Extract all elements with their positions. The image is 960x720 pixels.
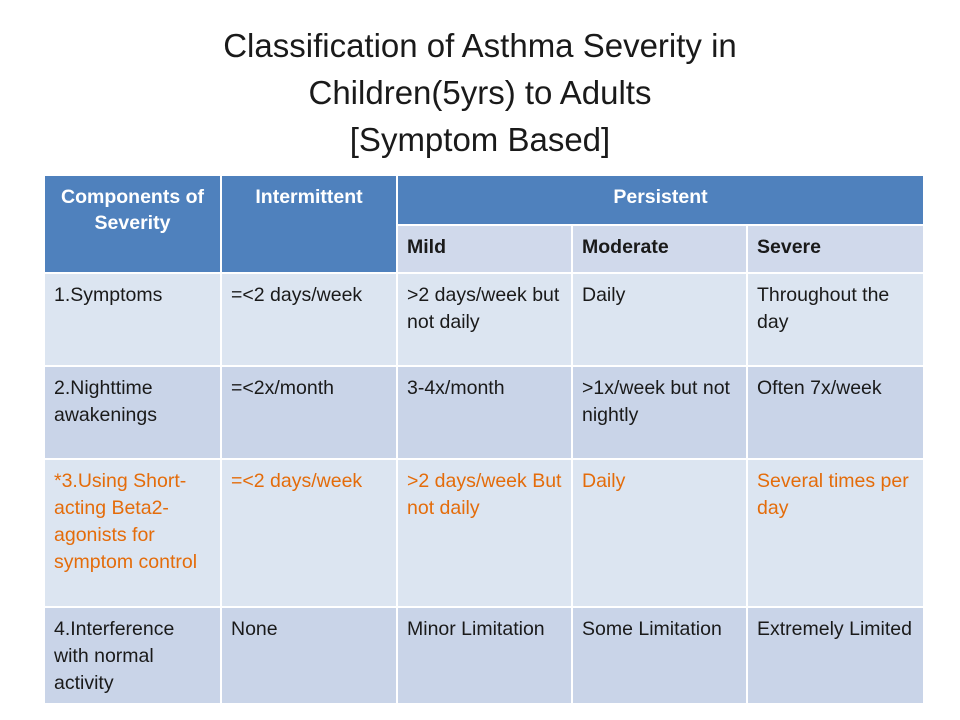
row-intermittent: None [222, 608, 398, 705]
row-component: 4.Interference with normal activity [45, 608, 222, 705]
row-severe: Throughout the day [748, 274, 923, 367]
table-row [45, 367, 923, 460]
row-component: 1.Symptoms [45, 274, 222, 367]
header-intermittent: Intermittent [222, 176, 398, 274]
title-line-1: Classification of Asthma Severity in [223, 27, 737, 64]
page-title [0, 22, 960, 163]
header-mild: Mild [398, 226, 573, 274]
title-line-3: [Symptom Based] [349, 121, 611, 158]
row-mild: Minor Limitation [398, 608, 573, 705]
row-component: *3.Using Short-acting Beta2-agonists for symptom control [45, 460, 222, 608]
row-severe: Extremely Limited [748, 608, 923, 705]
table-row [45, 274, 923, 367]
title-line-2: Children(5yrs) to Adults [308, 74, 652, 111]
row-intermittent: =<2 days/week [222, 460, 398, 608]
header-persistent: Persistent [398, 176, 923, 226]
table-row [45, 608, 923, 705]
row-intermittent: =<2x/month [222, 367, 398, 460]
row-intermittent: =<2 days/week [222, 274, 398, 367]
header-components: Components of Severity [45, 176, 222, 274]
row-mild: >2 days/week But not daily [398, 460, 573, 608]
row-moderate: Daily [573, 460, 748, 608]
row-mild: 3-4x/month [398, 367, 573, 460]
row-moderate: >1x/week but not nightly [573, 367, 748, 460]
header-severe: Severe [748, 226, 923, 274]
row-severe: Several times per day [748, 460, 923, 608]
header-moderate: Moderate [573, 226, 748, 274]
row-mild: >2 days/week but not daily [398, 274, 573, 367]
row-severe: Often 7x/week [748, 367, 923, 460]
table-row-highlighted [45, 460, 923, 608]
row-moderate: Some Limitation [573, 608, 748, 705]
row-component: 2.Nighttime awakenings [45, 367, 222, 460]
row-moderate: Daily [573, 274, 748, 367]
severity-table [45, 176, 923, 705]
